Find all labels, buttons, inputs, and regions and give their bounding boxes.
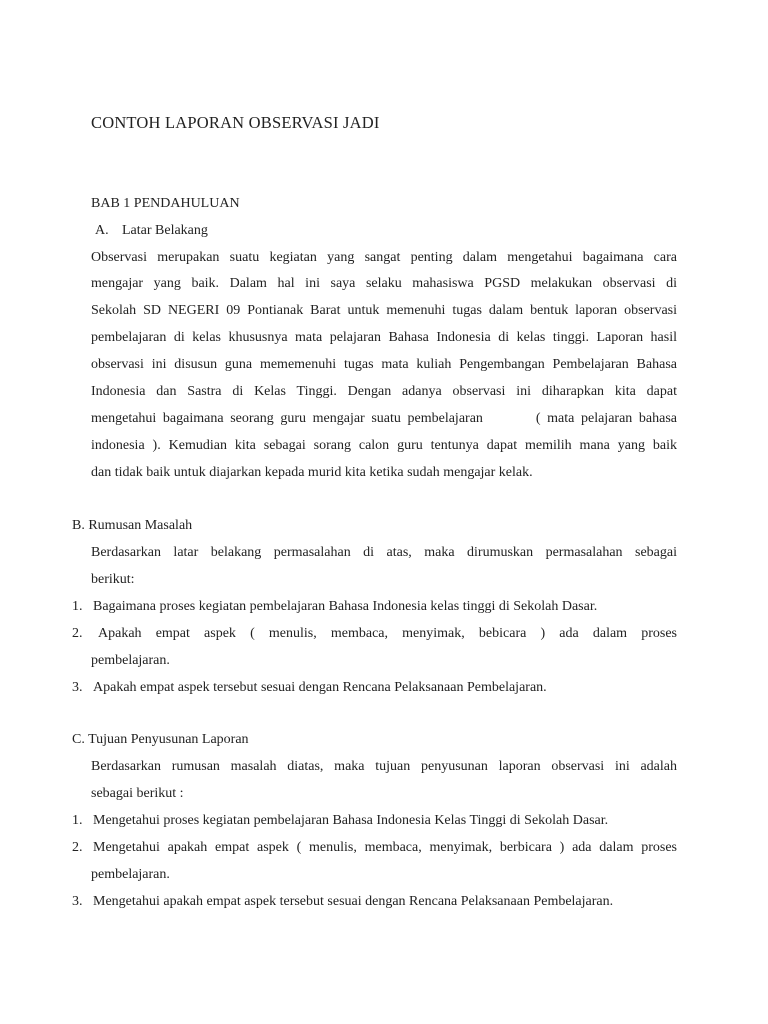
list-item-text: Apakah empat aspek ( menulis, membaca, menyimak, bebicara ) ada dalam proses bbox=[98, 626, 677, 641]
section-a-line: Indonesia dan Sastra di Kelas Tinggi. Dengan adanya observasi ini diharapkan kita dapat bbox=[91, 384, 677, 399]
section-a-marker: A. bbox=[95, 223, 109, 238]
section-a-line: dan tidak baik untuk diajarkan kepada murid kita ketika sudah mengajar kelak. bbox=[91, 465, 533, 480]
section-b-intro-line: Berdasarkan latar belakang permasalahan di atas, maka dirumuskan permasalahan sebagai bbox=[91, 545, 677, 560]
section-c-intro-line: Berdasarkan rumusan masalah diatas, maka tujuan penyusunan laporan observasi ini adalah bbox=[91, 759, 677, 774]
section-a-line: Observasi merupakan suatu kegiatan yang sangat penting dalam mengetahui bagaimana cara bbox=[91, 250, 677, 265]
section-b-heading: B. Rumusan Masalah bbox=[72, 518, 193, 533]
section-a-line: mengajar yang baik. Dalam hal ini saya selaku mahasiswa PGSD melakukan observasi di bbox=[91, 276, 677, 291]
list-item-number: 2. bbox=[72, 840, 83, 855]
section-a-line: mengetahui bagaimana seorang guru mengajar suatu pembelajaran ( mata pelajaran bahasa bbox=[91, 411, 677, 426]
list-item-number: 1. bbox=[72, 599, 83, 614]
list-item-number: 1. bbox=[72, 813, 83, 828]
section-a-line: observasi ini disusun guna mememenuhi tugas mata kuliah Pengembangan Pembelajaran Bahasa bbox=[91, 357, 677, 372]
list-item-text: Apakah empat aspek tersebut sesuai dengan Rencana Pelaksanaan Pembelajaran. bbox=[93, 680, 547, 695]
chapter-heading: BAB 1 PENDAHULUAN bbox=[91, 196, 240, 211]
list-item-text: Bagaimana proses kegiatan pembelajaran Bahasa Indonesia kelas tinggi di Sekolah Dasar. bbox=[93, 599, 598, 614]
list-item-number: 2. bbox=[72, 626, 83, 641]
list-item-text: Mengetahui apakah empat aspek ( menulis, membaca, menyimak, berbicara ) ada dalam proses bbox=[93, 840, 677, 855]
list-item-text: Mengetahui apakah empat aspek tersebut sesuai dengan Rencana Pelaksanaan Pembelajaran. bbox=[93, 894, 614, 909]
section-a-line: Sekolah SD NEGERI 09 Pontianak Barat untuk memenuhi tugas dalam bentuk laporan observasi bbox=[91, 303, 677, 318]
document-title: CONTOH LAPORAN OBSERVASI JADI bbox=[91, 113, 380, 132]
list-item-text: pembelajaran. bbox=[91, 653, 170, 668]
list-item-text: pembelajaran. bbox=[91, 867, 170, 882]
section-c-intro-line: sebagai berikut : bbox=[91, 786, 184, 801]
list-item-number: 3. bbox=[72, 680, 83, 695]
section-a-line: indonesia ). Kemudian kita sebagai sorang calon guru tentunya dapat memilih mana yang baik bbox=[91, 438, 677, 453]
list-item-text: Mengetahui proses kegiatan pembelajaran Bahasa Indonesia Kelas Tinggi di Sekolah Dasar. bbox=[93, 813, 609, 828]
section-a-line: pembelajaran di kelas khususnya mata pelajaran Bahasa Indonesia di kelas tinggi. Laporan hasil bbox=[91, 330, 677, 345]
section-c-heading: C. Tujuan Penyusunan Laporan bbox=[72, 732, 249, 747]
section-b-intro-line: berikut: bbox=[91, 572, 135, 587]
list-item-number: 3. bbox=[72, 894, 83, 909]
section-a-heading: Latar Belakang bbox=[122, 223, 208, 238]
